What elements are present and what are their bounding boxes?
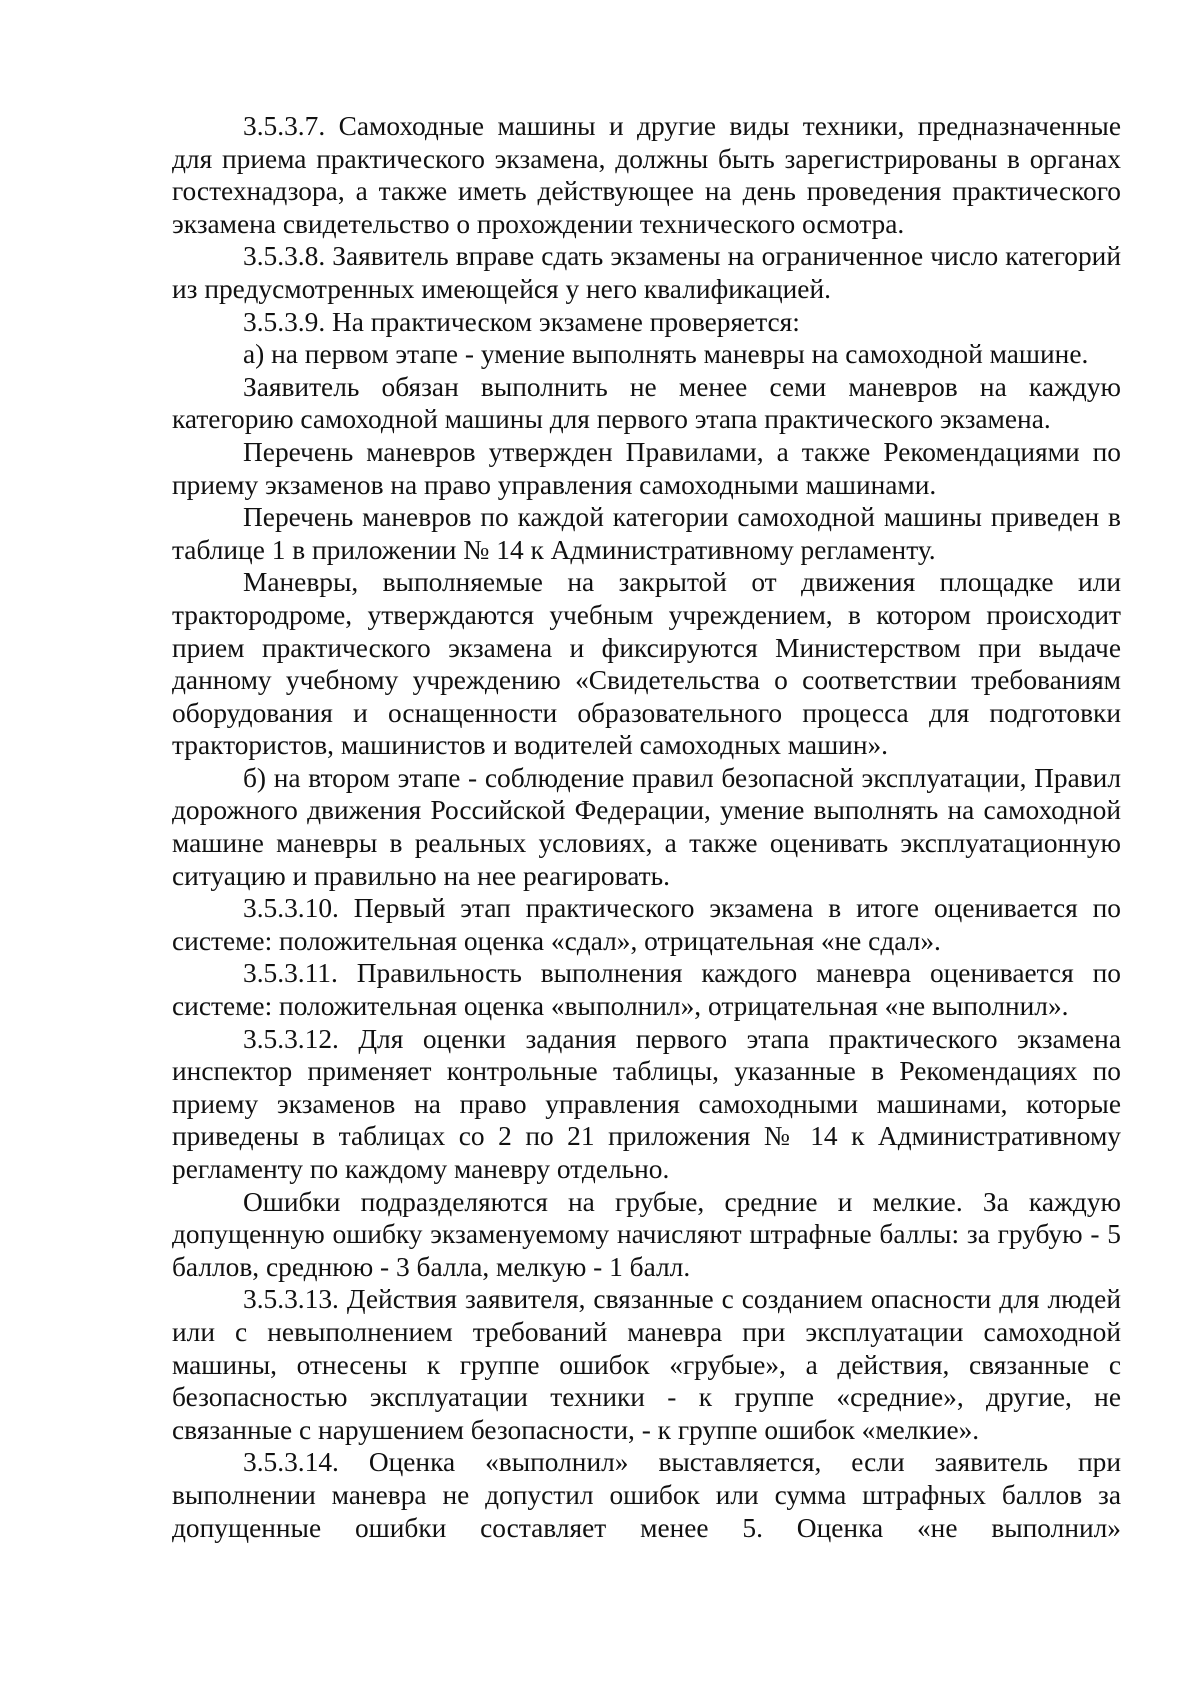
paragraph-maneuver-list-rules: Перечень маневров утвержден Правилами, а также Рекомендациями по приему экзаменов на право управления самоходными машинами. xyxy=(172,436,1121,500)
paragraph-maneuver-list-table: Перечень маневров по каждой категории самоходной машины приведен в таблице 1 в приложении № 14 к Административному регламенту. xyxy=(172,502,1121,565)
paragraph-errors-classification: Ошибки подразделяются на грубые, средние и мелкие. За каждую допущенную ошибку экзаменуемому начисляют штрафные баллы: за грубую - 5 баллов, среднюю - 3 балла, мелкую - 1 балл. xyxy=(172,1186,1121,1282)
paragraph-maneuvers-approval: Маневры, выполняемые на закрытой от движения площадке или трактородроме, утверждаются учебным учреждением, в котором происходит прием практического экзамена и фиксируются Министерством при выдаче данному учебному учреждению «Свидетельства о соответствии требованиям оборудования и оснащенности образовательного процесса для подготовки трактористов, машинистов и водителей самоходных машин». xyxy=(172,567,1121,761)
paragraph-3-5-3-13: 3.5.3.13. Действия заявителя, связанные с созданием опасности для людей или с невыполнением требований маневра при эксплуатации самоходной машины, отнесены к группе ошибок «грубые», а действия, связанные с безопасностью эксплуатации техники - к группе «средние», другие, не связанные с нарушением безопасности, - к группе ошибок «мелкие». xyxy=(172,1284,1121,1445)
paragraph-3-5-3-11: 3.5.3.11. Правильность выполнения каждого маневра оценивается по системе: положительная оценка «выполнил», отрицательная «не выполнил». xyxy=(172,958,1121,1022)
paragraph-item-b: б) на втором этапе - соблюдение правил безопасной эксплуатации, Правил дорожного движения Российской Федерации, умение выполнять на самоходной машине маневры в реальных условиях, а также оценивать эксплуатационную ситуацию и правильно на нее реагировать. xyxy=(172,762,1121,891)
paragraph-3-5-3-7: 3.5.3.7. Самоходные машины и другие виды техники, предназначенные для приема практического экзамена, должны быть зарегистрированы в органах гостехнадзора, а также иметь действующее на день проведения практического экзамена свидетельство о прохождении технического осмотра. xyxy=(172,111,1121,239)
paragraph-3-5-3-10: 3.5.3.10. Первый этап практического экзамена в итоге оценивается по системе: положительная оценка «сдал», отрицательная «не сдал». xyxy=(172,893,1121,956)
paragraph-3-5-3-8: 3.5.3.8. Заявитель вправе сдать экзамены на ограниченное число категорий из предусмотренных имеющейся у него квалификацией. xyxy=(172,241,1121,304)
paragraph-applicant-obligation: Заявитель обязан выполнить не менее семи маневров на каждую категорию самоходной машины для первого этапа практического экзамена. xyxy=(172,371,1121,435)
paragraph-3-5-3-14: 3.5.3.14. Оценка «выполнил» выставляется, если заявитель при выполнении маневра не допустил ошибок или сумма штрафных баллов за допущенные ошибки составляет менее 5. Оценка «не выполнил» xyxy=(172,1447,1121,1543)
paragraph-3-5-3-9: 3.5.3.9. На практическом экзамене проверяется: xyxy=(243,306,800,337)
paragraph-3-5-3-12: 3.5.3.12. Для оценки задания первого этапа практического экзамена инспектор применяет контрольные таблицы, указанные в Рекомендациях по приему экзаменов на право управления самоходными машинами, которые приведены в таблицах со 2 по 21 приложения № 14 к Административному регламенту по каждому маневру отдельно. xyxy=(172,1023,1121,1184)
document-page xyxy=(172,110,1121,1544)
paragraph-item-a: а) на первом этапе - умение выполнять маневры на самоходной машине. xyxy=(243,339,1089,370)
